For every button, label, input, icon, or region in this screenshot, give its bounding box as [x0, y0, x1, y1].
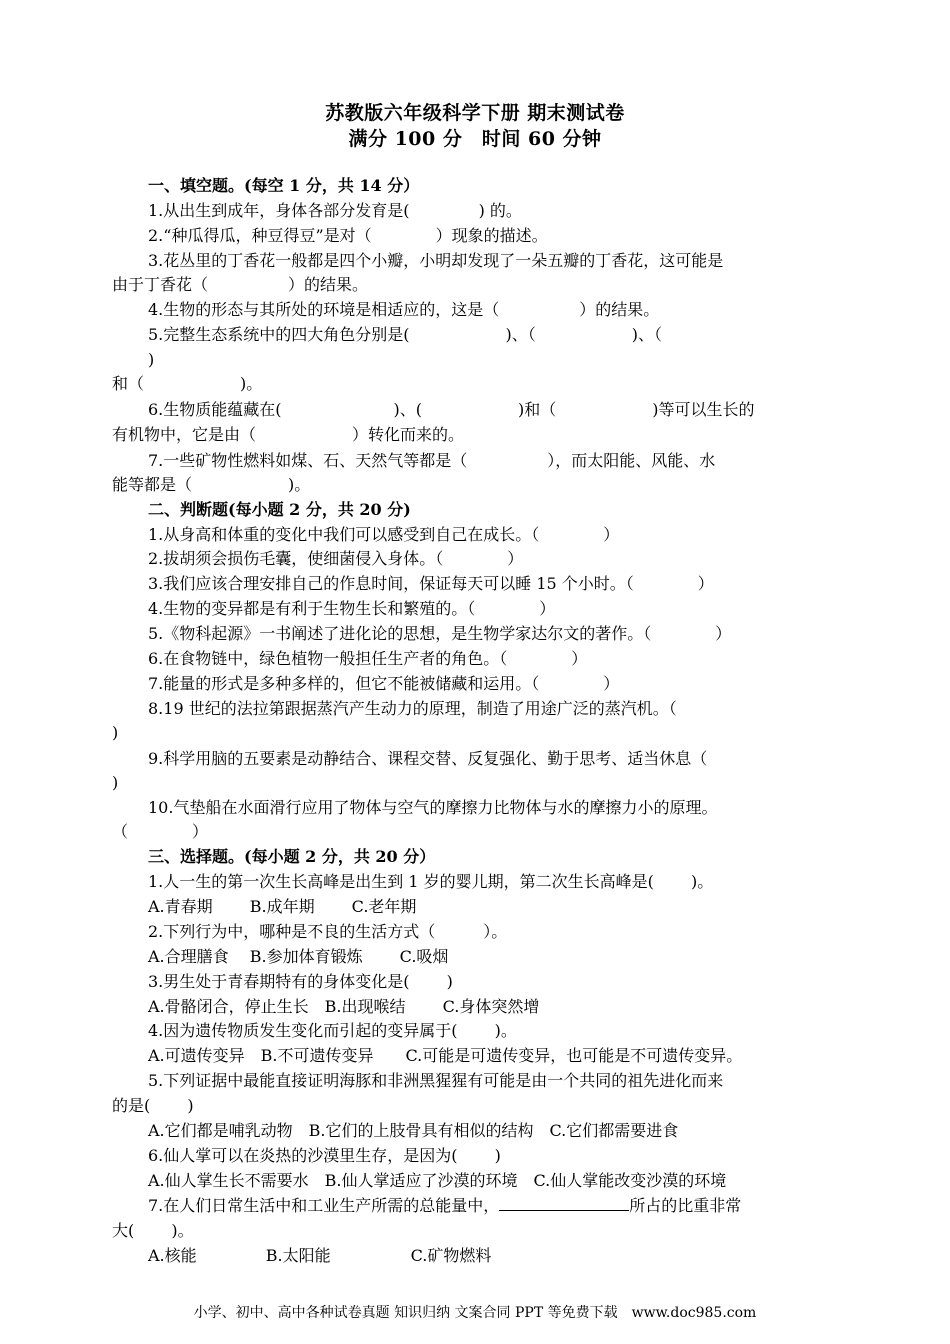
section2-heading: 二、判断题(每小题 2 分，共 20 分) — [148, 500, 411, 519]
exam-subtitle: 满分 100 分 时间 60 分钟 — [348, 128, 602, 150]
fill-question-2: 2.“种瓜得瓜，种豆得豆”是对（ ）现象的描述。 — [148, 226, 548, 245]
choice-question-1: 1.人一生的第一次生长高峰是出生到 1 岁的婴儿期，第二次生长高峰是( )。 — [148, 872, 714, 891]
fill-question-5-cont: ) — [148, 350, 155, 369]
fill-question-3-cont: 由于丁香花（ ）的结果。 — [112, 275, 369, 294]
judge-question-3: 3.我们应该合理安排自己的作息时间，保证每天可以睡 15 个小时。（ ） — [148, 574, 714, 593]
choice-question-5-options: A.它们都是哺乳动物 B.它们的上肢骨具有相似的结构 C.它们都需要进食 — [148, 1121, 679, 1140]
fill-question-5: 5.完整生态系统中的四大角色分别是( )、（ )、（ — [148, 325, 662, 344]
fill-question-6-cont: 有机物中，它是由（ ）转化而来的。 — [112, 425, 465, 444]
choice-question-4-options: A.可遗传变异 B.不可遗传变异 C.可能是可遗传变异，也可能是不可遗传变异。 — [148, 1046, 743, 1065]
fill-question-4: 4.生物的形态与其所处的环境是相适应的，这是（ ）的结果。 — [148, 300, 660, 319]
choice-question-6: 6.仙人掌可以在炎热的沙漠里生存，是因为( ) — [148, 1146, 501, 1165]
choice-question-6-options: A.仙人掌生长不需要水 B.仙人掌适应了沙漠的环境 C.仙人掌能改变沙漠的环境 — [148, 1171, 727, 1190]
judge-question-10-cont: （ ） — [112, 822, 209, 841]
footer-note: 小学、初中、高中各种试卷真题 知识归纳 文案合同 PPT 等免费下载 www.doc985.com — [193, 1305, 757, 1321]
exam-title: 苏教版六年级科学下册 期末测试卷 — [325, 102, 625, 124]
judge-question-8-cont: ) — [112, 723, 119, 742]
choice-question-4: 4.因为遗传物质发生变化而引起的变异属于( )。 — [148, 1021, 517, 1040]
section3-heading: 三、选择题。(每小题 2 分，共 20 分） — [148, 847, 436, 866]
choice-question-3: 3.男生处于青春期特有的身体变化是( ) — [148, 972, 453, 991]
fill-question-5-end: 和（ )。 — [112, 374, 263, 393]
judge-question-1: 1.从身高和体重的变化中我们可以感受到自己在成长。（ ） — [148, 525, 620, 544]
fill-question-3: 3.花丛里的丁香花一般都是四个小瓣，小明却发现了一朵五瓣的丁香花，这可能是 — [148, 251, 724, 270]
section1-heading: 一、填空题。(每空 1 分，共 14 分） — [148, 176, 420, 195]
choice-question-7-options: A.核能 B.太阳能 C.矿物燃料 — [148, 1246, 492, 1265]
choice-question-7-text: 7.在人们日常生活中和工业生产所需的总能量中， — [148, 1196, 500, 1215]
judge-question-6: 6.在食物链中，绿色植物一般担任生产者的角色。（ ） — [148, 649, 588, 668]
judge-question-9-cont: ) — [112, 773, 119, 792]
fill-question-7: 7.一些矿物性燃料如煤、石、天然气等都是（ ），而太阳能、风能、水 — [148, 451, 716, 470]
fill-question-1: 1.从出生到成年，身体各部分发育是( ) 的。 — [148, 201, 522, 220]
choice-question-2-options: A.合理膳食 B.参加体育锻炼 C.吸烟 — [148, 947, 449, 966]
choice-question-5: 5.下列证据中最能直接证明海豚和非洲黑猩猩有可能是由一个共同的祖先进化而来 — [148, 1071, 724, 1090]
judge-question-2: 2.拔胡须会损伤毛囊，使细菌侵入身体。（ ） — [148, 549, 524, 568]
answer-blank-line — [499, 1196, 629, 1211]
choice-question-3-options: A.骨骼闭合，停止生长 B.出现喉结 C.身体突然增 — [148, 997, 540, 1016]
judge-question-4: 4.生物的变异都是有利于生物生长和繁殖的。（ ） — [148, 599, 556, 618]
judge-question-9: 9.科学用脑的五要素是动静结合、课程交替、反复强化、勤于思考、适当休息（ — [148, 749, 708, 768]
judge-question-5: 5.《物科起源》一书阐述了进化论的思想，是生物学家达尔文的著作。（ ） — [148, 624, 732, 643]
choice-question-1-options: A.青春期 B.成年期 C.老年期 — [148, 897, 417, 916]
choice-question-7 — [148, 1196, 741, 1216]
judge-question-10: 10.气垫船在水面滑行应用了物体与空气的摩擦力比物体与水的摩擦力小的原理。 — [148, 798, 718, 817]
fill-question-7-cont: 能等都是（ )。 — [112, 475, 311, 494]
judge-question-8: 8.19 世纪的法拉第跟据蒸汽产生动力的原理，制造了用途广泛的蒸汽机。（ — [148, 699, 677, 718]
fill-question-6: 6.生物质能蕴藏在( )、( )和（ )等可以生长的 — [148, 400, 755, 419]
judge-question-7: 7.能量的形式是多种多样的，但它不能被储藏和运用。（ ） — [148, 674, 620, 693]
choice-question-7-tail: 所占的比重非常 — [629, 1196, 742, 1215]
choice-question-2: 2.下列行为中，哪种是不良的生活方式（ ）。 — [148, 922, 508, 941]
choice-question-7-cont: 大( )。 — [112, 1221, 194, 1240]
choice-question-5-cont: 的是( ) — [112, 1096, 194, 1115]
